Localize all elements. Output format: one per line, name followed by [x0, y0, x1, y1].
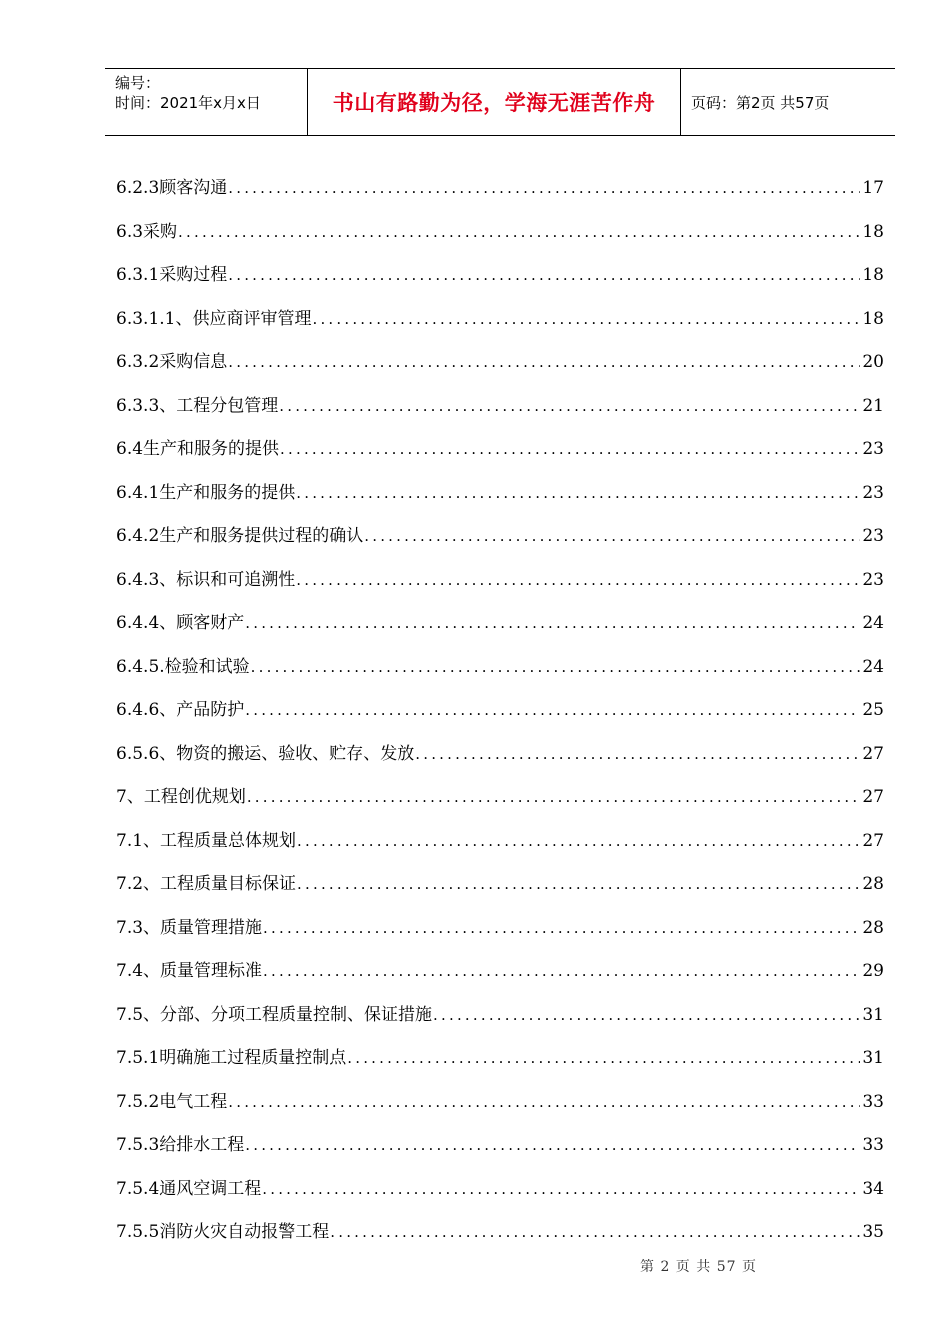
toc-entry[interactable]	[116, 170, 884, 214]
toc-entry-title: 6.2.3顾客沟通	[116, 178, 228, 198]
toc-entry-page: 34	[862, 1178, 884, 1199]
page-header	[105, 68, 895, 136]
toc-entry-title: 6.4.2生产和服务提供过程的确认	[116, 526, 364, 546]
toc-entry-title: 7.5.3给排水工程	[116, 1135, 245, 1155]
toc-entry-title: 6.3.3、工程分包管理	[116, 395, 279, 416]
toc-entry[interactable]	[116, 518, 884, 562]
header-page-info: 页码：第2页 共57页	[691, 93, 830, 112]
toc-entry[interactable]	[116, 214, 884, 258]
toc-entry-title: 6.4生产和服务的提供	[116, 439, 280, 459]
toc-dot-leader	[178, 214, 860, 250]
toc-dot-leader	[228, 257, 860, 293]
toc-dot-leader	[330, 1214, 860, 1250]
toc-dot-leader	[347, 1040, 860, 1076]
toc-dot-leader	[415, 736, 860, 772]
toc-entry-page: 33	[862, 1091, 884, 1112]
header-meta	[105, 69, 307, 135]
toc-entry-page: 24	[862, 656, 884, 677]
toc-entry[interactable]	[116, 910, 884, 954]
toc-entry[interactable]	[116, 649, 884, 693]
toc-dot-leader	[297, 823, 860, 859]
toc-dot-leader	[364, 518, 860, 554]
toc-dot-leader	[263, 953, 860, 989]
toc-entry-page: 23	[862, 482, 884, 503]
toc-entry[interactable]	[116, 866, 884, 910]
toc-dot-leader	[251, 649, 861, 685]
toc-entry[interactable]	[116, 1127, 884, 1171]
toc-dot-leader	[433, 997, 860, 1033]
footer-page-number: 第 2 页 共 57 页	[640, 1259, 757, 1275]
toc-dot-leader	[245, 692, 860, 728]
toc-entry-title: 6.3采购	[116, 221, 178, 242]
toc-dot-leader	[245, 1127, 860, 1163]
toc-entry-page: 31	[862, 1048, 884, 1068]
toc-entry[interactable]	[116, 475, 884, 519]
toc-entry-title: 6.3.1采购过程	[116, 265, 228, 285]
toc-entry[interactable]	[116, 1040, 884, 1084]
toc-dot-leader	[296, 475, 860, 511]
toc-entry-page: 28	[862, 917, 884, 938]
toc-dot-leader	[279, 388, 860, 424]
toc-entry[interactable]	[116, 997, 884, 1041]
toc-entry[interactable]	[116, 736, 884, 780]
toc-entry-title: 7.5.2电气工程	[116, 1091, 228, 1112]
toc-entry-page: 28	[862, 874, 884, 894]
header-number-label: 编号：	[115, 74, 161, 92]
header-time-label: 时间：2021年x月x日	[115, 94, 261, 112]
toc-dot-leader	[263, 910, 860, 946]
toc-entry-page: 35	[862, 1222, 884, 1242]
toc-entry[interactable]	[116, 257, 884, 301]
toc-entry-page: 31	[862, 1004, 884, 1025]
toc-entry-title: 7.5.4通风空调工程	[116, 1178, 262, 1199]
toc-entry-page: 18	[862, 265, 884, 285]
toc-entry[interactable]	[116, 344, 884, 388]
toc-entry-title: 7.3、质量管理措施	[116, 917, 263, 938]
toc-entry[interactable]	[116, 1084, 884, 1128]
toc-dot-leader	[245, 605, 860, 641]
toc-entry-title: 6.5.6、物资的搬运、验收、贮存、发放	[116, 743, 415, 764]
toc-dot-leader	[296, 562, 860, 598]
toc-entry-page: 17	[862, 178, 884, 198]
toc-entry[interactable]	[116, 823, 884, 867]
toc-entry[interactable]	[116, 605, 884, 649]
toc-entry[interactable]	[116, 1214, 884, 1258]
toc-entry-page: 18	[862, 221, 884, 242]
toc-entry-page: 27	[862, 743, 884, 764]
toc-dot-leader	[228, 170, 860, 206]
toc-entry-title: 7.2、工程质量目标保证	[116, 874, 297, 894]
toc-entry-title: 6.4.6、产品防护	[116, 700, 245, 720]
toc-entry[interactable]	[116, 431, 884, 475]
toc-entry-title: 6.4.1生产和服务的提供	[116, 482, 296, 503]
toc-entry[interactable]	[116, 562, 884, 606]
toc-entry-page: 33	[862, 1135, 884, 1155]
toc-entry-title: 6.3.1.1、供应商评审管理	[116, 308, 312, 329]
table-of-contents	[116, 170, 884, 1258]
toc-entry-page: 29	[862, 961, 884, 981]
toc-entry[interactable]	[116, 301, 884, 345]
toc-entry-title: 6.3.2采购信息	[116, 352, 228, 372]
toc-entry-title: 7.1、工程质量总体规划	[116, 830, 297, 851]
toc-entry-page: 23	[862, 569, 884, 590]
toc-entry[interactable]	[116, 779, 884, 823]
toc-entry-title: 7、工程创优规划	[116, 787, 246, 807]
toc-entry-page: 24	[862, 613, 884, 633]
toc-entry[interactable]	[116, 692, 884, 736]
toc-entry-page: 23	[862, 439, 884, 459]
toc-entry-page: 23	[862, 526, 884, 546]
toc-entry[interactable]	[116, 388, 884, 432]
toc-dot-leader	[262, 1171, 860, 1207]
toc-entry-title: 6.4.3、标识和可追溯性	[116, 569, 296, 590]
toc-entry[interactable]	[116, 1171, 884, 1215]
toc-dot-leader	[228, 344, 860, 380]
toc-entry-page: 18	[862, 308, 884, 329]
toc-entry-page: 27	[862, 787, 884, 807]
header-motto: 书山有路勤为径，学海无涯苦作舟	[307, 69, 681, 135]
toc-entry[interactable]	[116, 953, 884, 997]
toc-dot-leader	[228, 1084, 860, 1120]
toc-entry-page: 21	[862, 395, 884, 416]
toc-entry-page: 25	[862, 700, 884, 720]
toc-entry-title: 7.5.5消防火灾自动报警工程	[116, 1222, 330, 1242]
toc-dot-leader	[312, 301, 860, 337]
toc-entry-title: 7.5、分部、分项工程质量控制、保证措施	[116, 1004, 433, 1025]
toc-entry-title: 7.5.1明确施工过程质量控制点	[116, 1048, 347, 1068]
toc-dot-leader	[297, 866, 860, 902]
toc-entry-title: 7.4、质量管理标准	[116, 961, 263, 981]
toc-entry-title: 6.4.4、顾客财产	[116, 613, 245, 633]
toc-dot-leader	[280, 431, 860, 467]
toc-entry-page: 20	[862, 352, 884, 372]
toc-dot-leader	[247, 779, 861, 815]
toc-entry-title: 6.4.5.检验和试验	[116, 656, 250, 677]
toc-entry-page: 27	[862, 830, 884, 851]
